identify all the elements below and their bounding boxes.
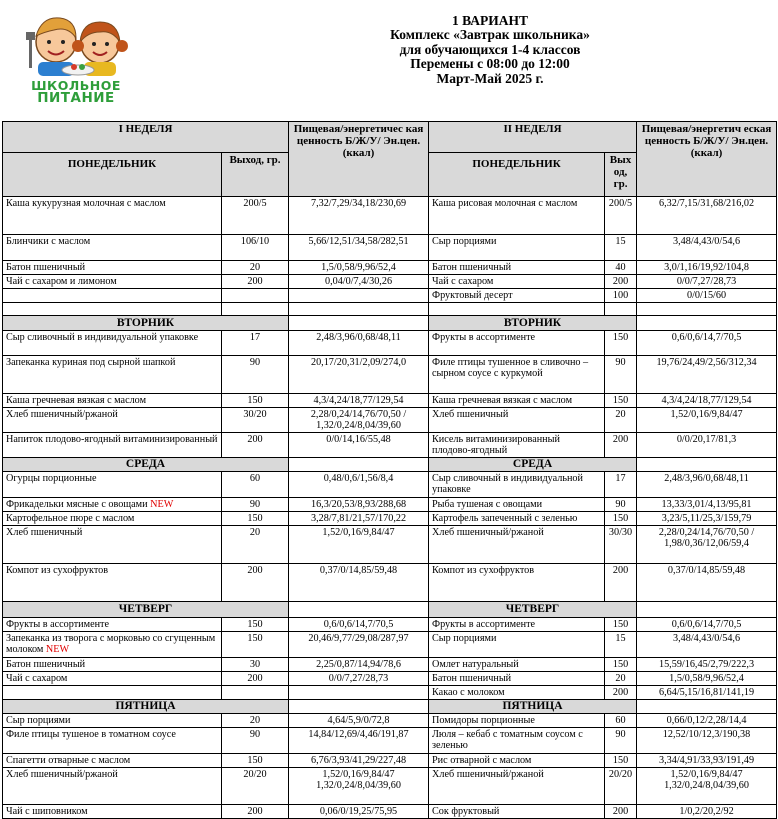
dish-name-week1 <box>3 356 222 394</box>
nutrition-week2: 6,32/7,15/31,68/216,02 <box>637 197 777 235</box>
yield-week2: 15 <box>605 632 637 658</box>
dish-name-week1 <box>3 632 222 658</box>
dish-name: Сыр сливочный в индивидуальной упаковке <box>432 473 583 495</box>
empty-cell <box>289 700 429 714</box>
yield-week1: 60 <box>222 472 289 498</box>
nutrition-week1: 4,64/5,9/0/72,8 <box>289 714 429 728</box>
menu-row <box>3 289 777 303</box>
week1-label: I НЕДЕЛЯ <box>3 122 289 153</box>
day-row <box>3 458 777 472</box>
dish-name-week2 <box>429 472 605 498</box>
yield-week1: 90 <box>222 728 289 754</box>
spacer-row <box>3 303 777 316</box>
dish-name-week2 <box>429 331 605 356</box>
logo-text-line2: ПИТАНИЕ <box>37 90 115 106</box>
dish-name: Фрукты в ассортименте <box>432 619 536 630</box>
menu-row <box>3 672 777 686</box>
dish-name-week1 <box>3 564 222 602</box>
dish-name: Блинчики с маслом <box>6 236 91 247</box>
nutrition-week1: 0,6/0,6/14,7/70,5 <box>289 618 429 632</box>
yield-week2: 90 <box>605 728 637 754</box>
dish-name: Помидоры порционные <box>432 715 535 726</box>
menu-row <box>3 275 777 289</box>
nutrition-week1: 16,3/20,53/8,93/288,68 <box>289 498 429 512</box>
menu-row <box>3 235 777 261</box>
dish-name-week1 <box>3 331 222 356</box>
menu-row <box>3 805 777 819</box>
dish-name: Картофельное пюре с маслом <box>6 513 135 524</box>
yield-week1: 150 <box>222 618 289 632</box>
dish-name: Каша гречневая вязкая с маслом <box>6 395 147 406</box>
dish-name-week2 <box>429 686 605 700</box>
nutrition-week2: 3,0/1,16/19,92/104,8 <box>637 261 777 275</box>
nutrition-week1: 14,84/12,69/4,46/191,87 <box>289 728 429 754</box>
dish-name: Хлеб пшеничный/ржаной <box>6 769 118 780</box>
nutrition-week1: 2,28/0,24/14,76/70,50 / 1,32/0,24/8,04/39,60 <box>289 408 429 433</box>
yield-week1: 200 <box>222 433 289 458</box>
dish-name-week2 <box>429 768 605 805</box>
dish-name-week2 <box>429 564 605 602</box>
yield-week1: 90 <box>222 498 289 512</box>
nutrition-week1: 0/0/14,16/55,48 <box>289 433 429 458</box>
dish-name-week1 <box>3 658 222 672</box>
nutrition-week1: 3,28/7,81/21,57/170,22 <box>289 512 429 526</box>
dish-name: Рыба тушеная с овощами <box>432 499 543 510</box>
menu-row <box>3 728 777 754</box>
yield-week1: 200 <box>222 564 289 602</box>
menu-row <box>3 632 777 658</box>
dish-name: Хлеб пшеничный/ржаной <box>6 409 118 420</box>
dish-name-week1 <box>3 408 222 433</box>
yield-week2: 150 <box>605 658 637 672</box>
yield-week2: 150 <box>605 331 637 356</box>
yield-week2: 17 <box>605 472 637 498</box>
dish-name: Фрикадельки мясные с овощами <box>6 499 151 510</box>
empty-cell <box>637 316 777 331</box>
empty-cell <box>289 602 429 618</box>
dish-name: Филе птицы тушеное в томатном соусе <box>6 729 176 740</box>
dish-name-week1 <box>3 275 222 289</box>
empty-cell <box>3 303 222 316</box>
dish-name-week2 <box>429 754 605 768</box>
dish-name-week1 <box>3 472 222 498</box>
week2-label: II НЕДЕЛЯ <box>429 122 637 153</box>
dish-name-week1 <box>3 768 222 805</box>
dish-name: Сок фруктовый <box>432 806 500 817</box>
empty-cell <box>605 303 637 316</box>
yield-week2: 150 <box>605 618 637 632</box>
menu-table <box>2 121 777 819</box>
yield-week1 <box>222 289 289 303</box>
yield-week1: 150 <box>222 632 289 658</box>
yield-week2: 200/5 <box>605 197 637 235</box>
nutrition-week2: 3,34/4,91/33,93/191,49 <box>637 754 777 768</box>
yield-week1 <box>222 686 289 700</box>
dish-name: Сыр сливочный в индивидуальной упаковке <box>6 332 199 343</box>
monday-label-left: ПОНЕДЕЛЬНИК <box>3 153 222 197</box>
dish-name: Запеканка из творога с морковью со сгущенным молоком <box>6 633 216 655</box>
week-header-row <box>3 122 777 153</box>
menu-header <box>300 14 680 86</box>
nutrition-week2: 0,66/0,12/2,28/14,4 <box>637 714 777 728</box>
empty-cell <box>289 316 429 331</box>
dish-name-week1 <box>3 289 222 303</box>
dish-name-week1 <box>3 672 222 686</box>
nutrition-week2: 3,48/4,43/0/54,6 <box>637 632 777 658</box>
menu-row <box>3 714 777 728</box>
dish-name-week1 <box>3 512 222 526</box>
nutrition-week2: 1,52/0,16/9,84/47 1,32/0,24/8,04/39,60 <box>637 768 777 805</box>
yield-week2: 20 <box>605 408 637 433</box>
menu-row <box>3 512 777 526</box>
menu-row <box>3 356 777 394</box>
yield-week2: 15 <box>605 235 637 261</box>
dish-name-week2 <box>429 618 605 632</box>
dish-name: Хлеб пшеничный <box>6 527 83 538</box>
day-row <box>3 602 777 618</box>
dish-name-week1 <box>3 235 222 261</box>
dish-name: Батон пшеничный <box>432 673 512 684</box>
nutrition-week2: 0,6/0,6/14,7/70,5 <box>637 331 777 356</box>
dish-name-week1 <box>3 618 222 632</box>
menu-row <box>3 768 777 805</box>
day-row <box>3 700 777 714</box>
day-label-right: ВТОРНИК <box>429 316 637 331</box>
dish-name-week1 <box>3 728 222 754</box>
nutrition-week2: 12,52/10/12,3/190,38 <box>637 728 777 754</box>
dish-name-week2 <box>429 728 605 754</box>
dish-name-week2 <box>429 714 605 728</box>
dish-name-week2 <box>429 658 605 672</box>
yield-week2: 40 <box>605 261 637 275</box>
yield-week2: 150 <box>605 394 637 408</box>
period-line: Март-Май 2025 г. <box>436 70 544 86</box>
day-label-left: ВТОРНИК <box>3 316 289 331</box>
nutrition-week1: 1,52/0,16/9,84/47 <box>289 526 429 564</box>
menu-row <box>3 498 777 512</box>
monday-label-right: ПОНЕДЕЛЬНИК <box>429 153 605 197</box>
nutrition-week1: 0,48/0,6/1,56/8,4 <box>289 472 429 498</box>
nutrition-week2: 4,3/4,24/18,77/129,54 <box>637 394 777 408</box>
dish-name: Батон пшеничный <box>6 659 86 670</box>
dish-name-week1 <box>3 261 222 275</box>
yield-week1: 30 <box>222 658 289 672</box>
logo-text-line1: ШКОЛЬНОЕ <box>31 78 121 93</box>
yield-week2: 100 <box>605 289 637 303</box>
dish-name: Кисель витаминизированный плодово-ягодный <box>432 434 560 456</box>
day-label-left: СРЕДА <box>3 458 289 472</box>
yield-week2: 200 <box>605 275 637 289</box>
day-label-right: ЧЕТВЕРГ <box>429 602 637 618</box>
dish-name: Каша кукурузная молочная с маслом <box>6 198 166 209</box>
dish-name: Хлеб пшеничный/ржаной <box>432 527 544 538</box>
dish-name: Филе птицы тушенное в сливочно – сырном соусе с куркумой <box>432 357 589 379</box>
day-label-right: СРЕДА <box>429 458 637 472</box>
yield-week2: 200 <box>605 564 637 602</box>
nutrition-week2: 0/0/15/60 <box>637 289 777 303</box>
nutrition-week1: 2,25/0,87/14,94/78,6 <box>289 658 429 672</box>
nutrition-header-right: Пищевая/энергетич еская ценность Б/Ж/У/ Эн.цен.(ккал) <box>637 122 777 197</box>
yield-week2: 200 <box>605 433 637 458</box>
yield-week2: 20/20 <box>605 768 637 805</box>
dish-name: Какао с молоком <box>432 687 505 698</box>
empty-cell <box>429 303 605 316</box>
yield-week1: 150 <box>222 754 289 768</box>
nutrition-week1: 20,46/9,77/29,08/287,97 <box>289 632 429 658</box>
dish-name: Напиток плодово-ягодный витаминизированный <box>6 434 218 445</box>
complex-title: Комплекс «Завтрак школьника» <box>390 27 590 43</box>
nutrition-week2: 19,76/24,49/2,56/312,34 <box>637 356 777 394</box>
nutrition-week2: 6,64/5,15/16,81/141,19 <box>637 686 777 700</box>
dish-name: Картофель запеченный с зеленью <box>432 513 578 524</box>
menu-row <box>3 686 777 700</box>
dish-name: Сыр порциями <box>432 633 497 644</box>
nutrition-week1: 6,76/3,93/41,29/227,48 <box>289 754 429 768</box>
empty-cell <box>222 303 289 316</box>
menu-row <box>3 618 777 632</box>
dish-name: Сыр порциями <box>6 715 71 726</box>
empty-cell <box>289 458 429 472</box>
menu-row <box>3 754 777 768</box>
yield-week2: 150 <box>605 512 637 526</box>
dish-name-week1 <box>3 714 222 728</box>
dish-name-week2 <box>429 433 605 458</box>
nutrition-week1: 0,37/0/14,85/59,48 <box>289 564 429 602</box>
nutrition-week2: 15,59/16,45/2,79/222,3 <box>637 658 777 672</box>
grades-line: для обучающихся 1-4 классов <box>399 41 581 57</box>
dish-name-week1 <box>3 686 222 700</box>
dish-name: Омлет натуральный <box>432 659 519 670</box>
nutrition-week2: 2,48/3,96/0,68/48,11 <box>637 472 777 498</box>
nutrition-week1: 1,5/0,58/9,96/52,4 <box>289 261 429 275</box>
nutrition-week2: 2,28/0,24/14,76/70,50 / 1,98/0,36/12,06/59,4 <box>637 526 777 564</box>
dish-name-week2 <box>429 408 605 433</box>
dish-name-week2 <box>429 197 605 235</box>
school-meals-logo <box>14 4 138 108</box>
dish-name-week1 <box>3 197 222 235</box>
nutrition-week2: 3,23/5,11/25,3/159,79 <box>637 512 777 526</box>
dish-name-week2 <box>429 289 605 303</box>
nutrition-week2: 0/0/20,17/81,3 <box>637 433 777 458</box>
yield-week1: 200 <box>222 275 289 289</box>
dish-name: Хлеб пшеничный/ржаной <box>432 769 544 780</box>
dish-name-week1 <box>3 433 222 458</box>
yield-week1: 20 <box>222 526 289 564</box>
dish-name: Каша гречневая вязкая с маслом <box>432 395 573 406</box>
menu-row <box>3 197 777 235</box>
dish-name-week2 <box>429 512 605 526</box>
yield-week2: 30/30 <box>605 526 637 564</box>
dish-name-week2 <box>429 805 605 819</box>
yield-week2: 20 <box>605 672 637 686</box>
yield-week2: 60 <box>605 714 637 728</box>
yield-week1: 20 <box>222 714 289 728</box>
menu-row <box>3 526 777 564</box>
dish-name: Хлеб пшеничный <box>432 409 509 420</box>
dish-name: Батон пшеничный <box>6 262 86 273</box>
dish-name: Компот из сухофруктов <box>6 565 109 576</box>
yield-week1: 106/10 <box>222 235 289 261</box>
dish-name: Спагетти отварные с маслом <box>6 755 131 766</box>
dish-name: Фрукты в ассортименте <box>432 332 536 343</box>
nutrition-week1: 4,3/4,24/18,77/129,54 <box>289 394 429 408</box>
nutrition-week1: 20,17/20,31/2,09/274,0 <box>289 356 429 394</box>
dish-name: Люля – кебаб с томатным соусом с зеленью <box>432 729 583 751</box>
yield-week1: 200 <box>222 805 289 819</box>
dish-name-week2 <box>429 498 605 512</box>
yield-week1: 200/5 <box>222 197 289 235</box>
nutrition-week1 <box>289 289 429 303</box>
dish-name: Каша рисовая молочная с маслом <box>432 198 578 209</box>
nutrition-week2: 1,52/0,16/9,84/47 <box>637 408 777 433</box>
dish-name-week2 <box>429 356 605 394</box>
nutrition-week1 <box>289 686 429 700</box>
day-label-right: ПЯТНИЦА <box>429 700 637 714</box>
nutrition-week1: 0/0/7,27/28,73 <box>289 672 429 686</box>
menu-row <box>3 658 777 672</box>
yield-header-left: Выход, гр. <box>222 153 289 197</box>
day-label-left: ЧЕТВЕРГ <box>3 602 289 618</box>
yield-week1: 17 <box>222 331 289 356</box>
yield-week1: 150 <box>222 394 289 408</box>
menu-row <box>3 408 777 433</box>
menu-row <box>3 472 777 498</box>
dish-name-week1 <box>3 754 222 768</box>
dish-name: Рис отварной с маслом <box>432 755 532 766</box>
empty-cell <box>637 700 777 714</box>
dish-name-week1 <box>3 394 222 408</box>
dish-name: Чай с сахаром и лимоном <box>6 276 117 287</box>
yield-header-right: Вых од, гр. <box>605 153 637 197</box>
yield-week1: 30/20 <box>222 408 289 433</box>
yield-week2: 90 <box>605 356 637 394</box>
nutrition-week2: 0/0/7,27/28,73 <box>637 275 777 289</box>
breaks-line: Перемены с 08:00 до 12:00 <box>410 56 570 72</box>
empty-cell <box>637 458 777 472</box>
dish-name: Чай с шиповником <box>6 806 88 817</box>
nutrition-week1: 7,32/7,29/34,18/230,69 <box>289 197 429 235</box>
day-label-left: ПЯТНИЦА <box>3 700 289 714</box>
dish-name: Чай с сахаром <box>6 673 68 684</box>
dish-name-week1 <box>3 805 222 819</box>
menu-row <box>3 331 777 356</box>
dish-name-week2 <box>429 394 605 408</box>
dish-name-week2 <box>429 632 605 658</box>
nutrition-week2: 1/0,2/20,2/92 <box>637 805 777 819</box>
nutrition-header-left: Пищевая/энергетичес кая ценность Б/Ж/У/ Эн.цен.(ккал) <box>289 122 429 197</box>
nutrition-week2: 13,33/3,01/4,13/95,81 <box>637 498 777 512</box>
dish-name: Фрукты в ассортименте <box>6 619 110 630</box>
new-badge: NEW <box>150 499 174 510</box>
yield-week2: 90 <box>605 498 637 512</box>
dish-name-week1 <box>3 498 222 512</box>
yield-week2: 200 <box>605 805 637 819</box>
dish-name-week2 <box>429 235 605 261</box>
dish-name: Сыр порциями <box>432 236 497 247</box>
yield-week1: 150 <box>222 512 289 526</box>
dish-name-week2 <box>429 526 605 564</box>
nutrition-week2: 0,37/0/14,85/59,48 <box>637 564 777 602</box>
yield-week1: 20 <box>222 261 289 275</box>
day-row <box>3 316 777 331</box>
dish-name-week2 <box>429 275 605 289</box>
yield-week2: 200 <box>605 686 637 700</box>
nutrition-week2: 3,48/4,43/0/54,6 <box>637 235 777 261</box>
yield-week1: 200 <box>222 672 289 686</box>
empty-cell <box>289 303 429 316</box>
yield-week1: 20/20 <box>222 768 289 805</box>
nutrition-week1: 0,06/0/19,25/75,95 <box>289 805 429 819</box>
dish-name: Компот из сухофруктов <box>432 565 535 576</box>
nutrition-week1: 5,66/12,51/34,58/282,51 <box>289 235 429 261</box>
menu-row <box>3 564 777 602</box>
menu-row <box>3 433 777 458</box>
yield-week1: 90 <box>222 356 289 394</box>
dish-name: Огурцы порционные <box>6 473 97 484</box>
dish-name-week1 <box>3 526 222 564</box>
nutrition-week2: 0,6/0,6/14,7/70,5 <box>637 618 777 632</box>
nutrition-week1: 2,48/3,96/0,68/48,11 <box>289 331 429 356</box>
new-badge: NEW <box>45 644 70 655</box>
menu-row <box>3 261 777 275</box>
yield-week2: 150 <box>605 754 637 768</box>
dish-name: Фруктовый десерт <box>432 290 513 301</box>
empty-cell <box>637 303 777 316</box>
dish-name-week2 <box>429 261 605 275</box>
variant-title: 1 ВАРИАНТ <box>451 13 529 28</box>
nutrition-week1: 0,04/0/7,4/30,26 <box>289 275 429 289</box>
dish-name: Чай с сахаром <box>432 276 494 287</box>
dish-name: Батон пшеничный <box>432 262 512 273</box>
menu-row <box>3 394 777 408</box>
nutrition-week1: 1,52/0,16/9,84/47 1,32/0,24/8,04/39,60 <box>289 768 429 805</box>
dish-name-week2 <box>429 672 605 686</box>
dish-name: Запеканка куриная под сырной шапкой <box>6 357 176 368</box>
nutrition-week2: 1,5/0,58/9,96/52,4 <box>637 672 777 686</box>
empty-cell <box>637 602 777 618</box>
